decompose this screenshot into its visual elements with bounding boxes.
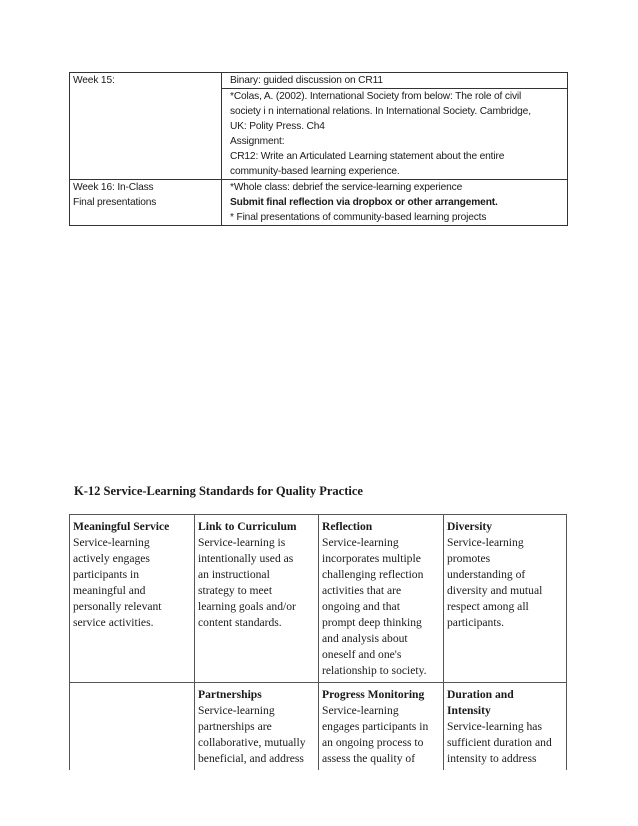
standard-text: ongoing and that <box>322 600 400 613</box>
schedule-row-week15 <box>70 73 568 180</box>
standard-text: intentionally used as <box>198 552 294 565</box>
standards-row-2 <box>70 683 567 771</box>
standard-heading: Duration and <box>447 688 514 701</box>
week-content-cell <box>222 180 568 226</box>
standards-row-1 <box>70 515 567 683</box>
standard-text: sufficient duration and <box>447 736 552 749</box>
standard-heading: Diversity <box>447 520 493 533</box>
standard-cell-reflection <box>319 515 444 683</box>
content-line-bold: Submit final reflection via dropbox or other arrangement. <box>230 197 498 208</box>
content-line: *Colas, A. (2002). International Society from below: The role of civil <box>230 91 522 102</box>
standards-title: K-12 Service-Learning Standards for Quality Practice <box>74 484 363 498</box>
week-label: Week 15: <box>73 75 115 86</box>
standard-heading: Progress Monitoring <box>322 688 425 701</box>
standard-heading: Partnerships <box>198 688 262 701</box>
standard-text: actively engages <box>73 552 150 565</box>
content-line: community-based learning experience. <box>230 166 400 177</box>
standard-text: Service-learning <box>447 536 524 549</box>
content-line: society i n international relations. In International Society. Cambridge, <box>230 106 531 117</box>
standard-text: learning goals and/or <box>198 600 296 613</box>
standard-text: challenging reflection <box>322 568 424 581</box>
standard-text: Service-learning <box>73 536 150 549</box>
standard-text: intensity to address <box>447 752 537 765</box>
week-cell <box>70 73 222 180</box>
standards-table <box>69 514 567 770</box>
course-schedule-table <box>69 72 568 226</box>
standard-text: and analysis about <box>322 632 408 645</box>
week-sublabel: Final presentations <box>73 197 157 208</box>
standard-text: engages participants in <box>322 720 429 733</box>
standard-cell-progress-monitoring <box>319 683 444 771</box>
standard-text: strategy to meet <box>198 584 273 597</box>
standard-cell-empty <box>70 683 195 771</box>
standard-text: service activities. <box>73 616 154 629</box>
standard-text: participants in <box>73 568 140 581</box>
standard-text: personally relevant <box>73 600 162 613</box>
standard-text: Service-learning <box>322 536 399 549</box>
standard-heading: Meaningful Service <box>73 520 170 533</box>
standard-text: assess the quality of <box>322 752 416 765</box>
content-line: *Whole class: debrief the service-learning experience <box>230 182 463 193</box>
standard-text: Service-learning <box>322 704 399 717</box>
standard-text: prompt deep thinking <box>322 616 422 629</box>
standard-cell-diversity <box>444 515 567 683</box>
standard-text: an instructional <box>198 568 270 581</box>
standard-text: an ongoing process to <box>322 736 424 749</box>
standard-text: content standards. <box>198 616 282 629</box>
standard-cell-link-to-curriculum <box>195 515 319 683</box>
standard-text: incorporates multiple <box>322 552 421 565</box>
week-content-cell <box>222 73 568 180</box>
standard-text: Service-learning is <box>198 536 286 549</box>
standard-heading: Reflection <box>322 520 373 533</box>
standard-cell-partnerships <box>195 683 319 771</box>
week-label: Week 16: In-Class <box>73 182 154 193</box>
standard-cell-meaningful-service <box>70 515 195 683</box>
content-line: * Final presentations of community-based learning projects <box>230 212 487 223</box>
standard-text: meaningful and <box>73 584 146 597</box>
standard-text: Service-learning has <box>447 720 542 733</box>
standard-text: Service-learning <box>198 704 275 717</box>
standard-heading: Intensity <box>447 704 491 717</box>
standard-text: understanding of <box>447 568 526 581</box>
standard-text: promotes <box>447 552 491 565</box>
content-line: UK: Polity Press. Ch4 <box>230 121 325 132</box>
content-line: CR12: Write an Articulated Learning statement about the entire <box>230 151 505 162</box>
standard-text: collaborative, mutually <box>198 736 306 749</box>
standard-text: partnerships are <box>198 720 272 733</box>
week-cell <box>70 180 222 226</box>
content-line: Assignment: <box>230 136 285 147</box>
standard-text: participants. <box>447 616 504 629</box>
standard-heading: Link to Curriculum <box>198 520 297 533</box>
standard-text: diversity and mutual <box>447 584 543 597</box>
content-line: Binary: guided discussion on CR11 <box>230 75 383 86</box>
standard-text: respect among all <box>447 600 529 613</box>
standard-cell-duration-intensity <box>444 683 567 771</box>
standard-text: oneself and one's <box>322 648 402 661</box>
standard-text: activities that are <box>322 584 402 597</box>
standard-text: beneficial, and address <box>198 752 304 765</box>
schedule-row-week16 <box>70 180 568 226</box>
standard-text: relationship to society. <box>322 664 427 677</box>
